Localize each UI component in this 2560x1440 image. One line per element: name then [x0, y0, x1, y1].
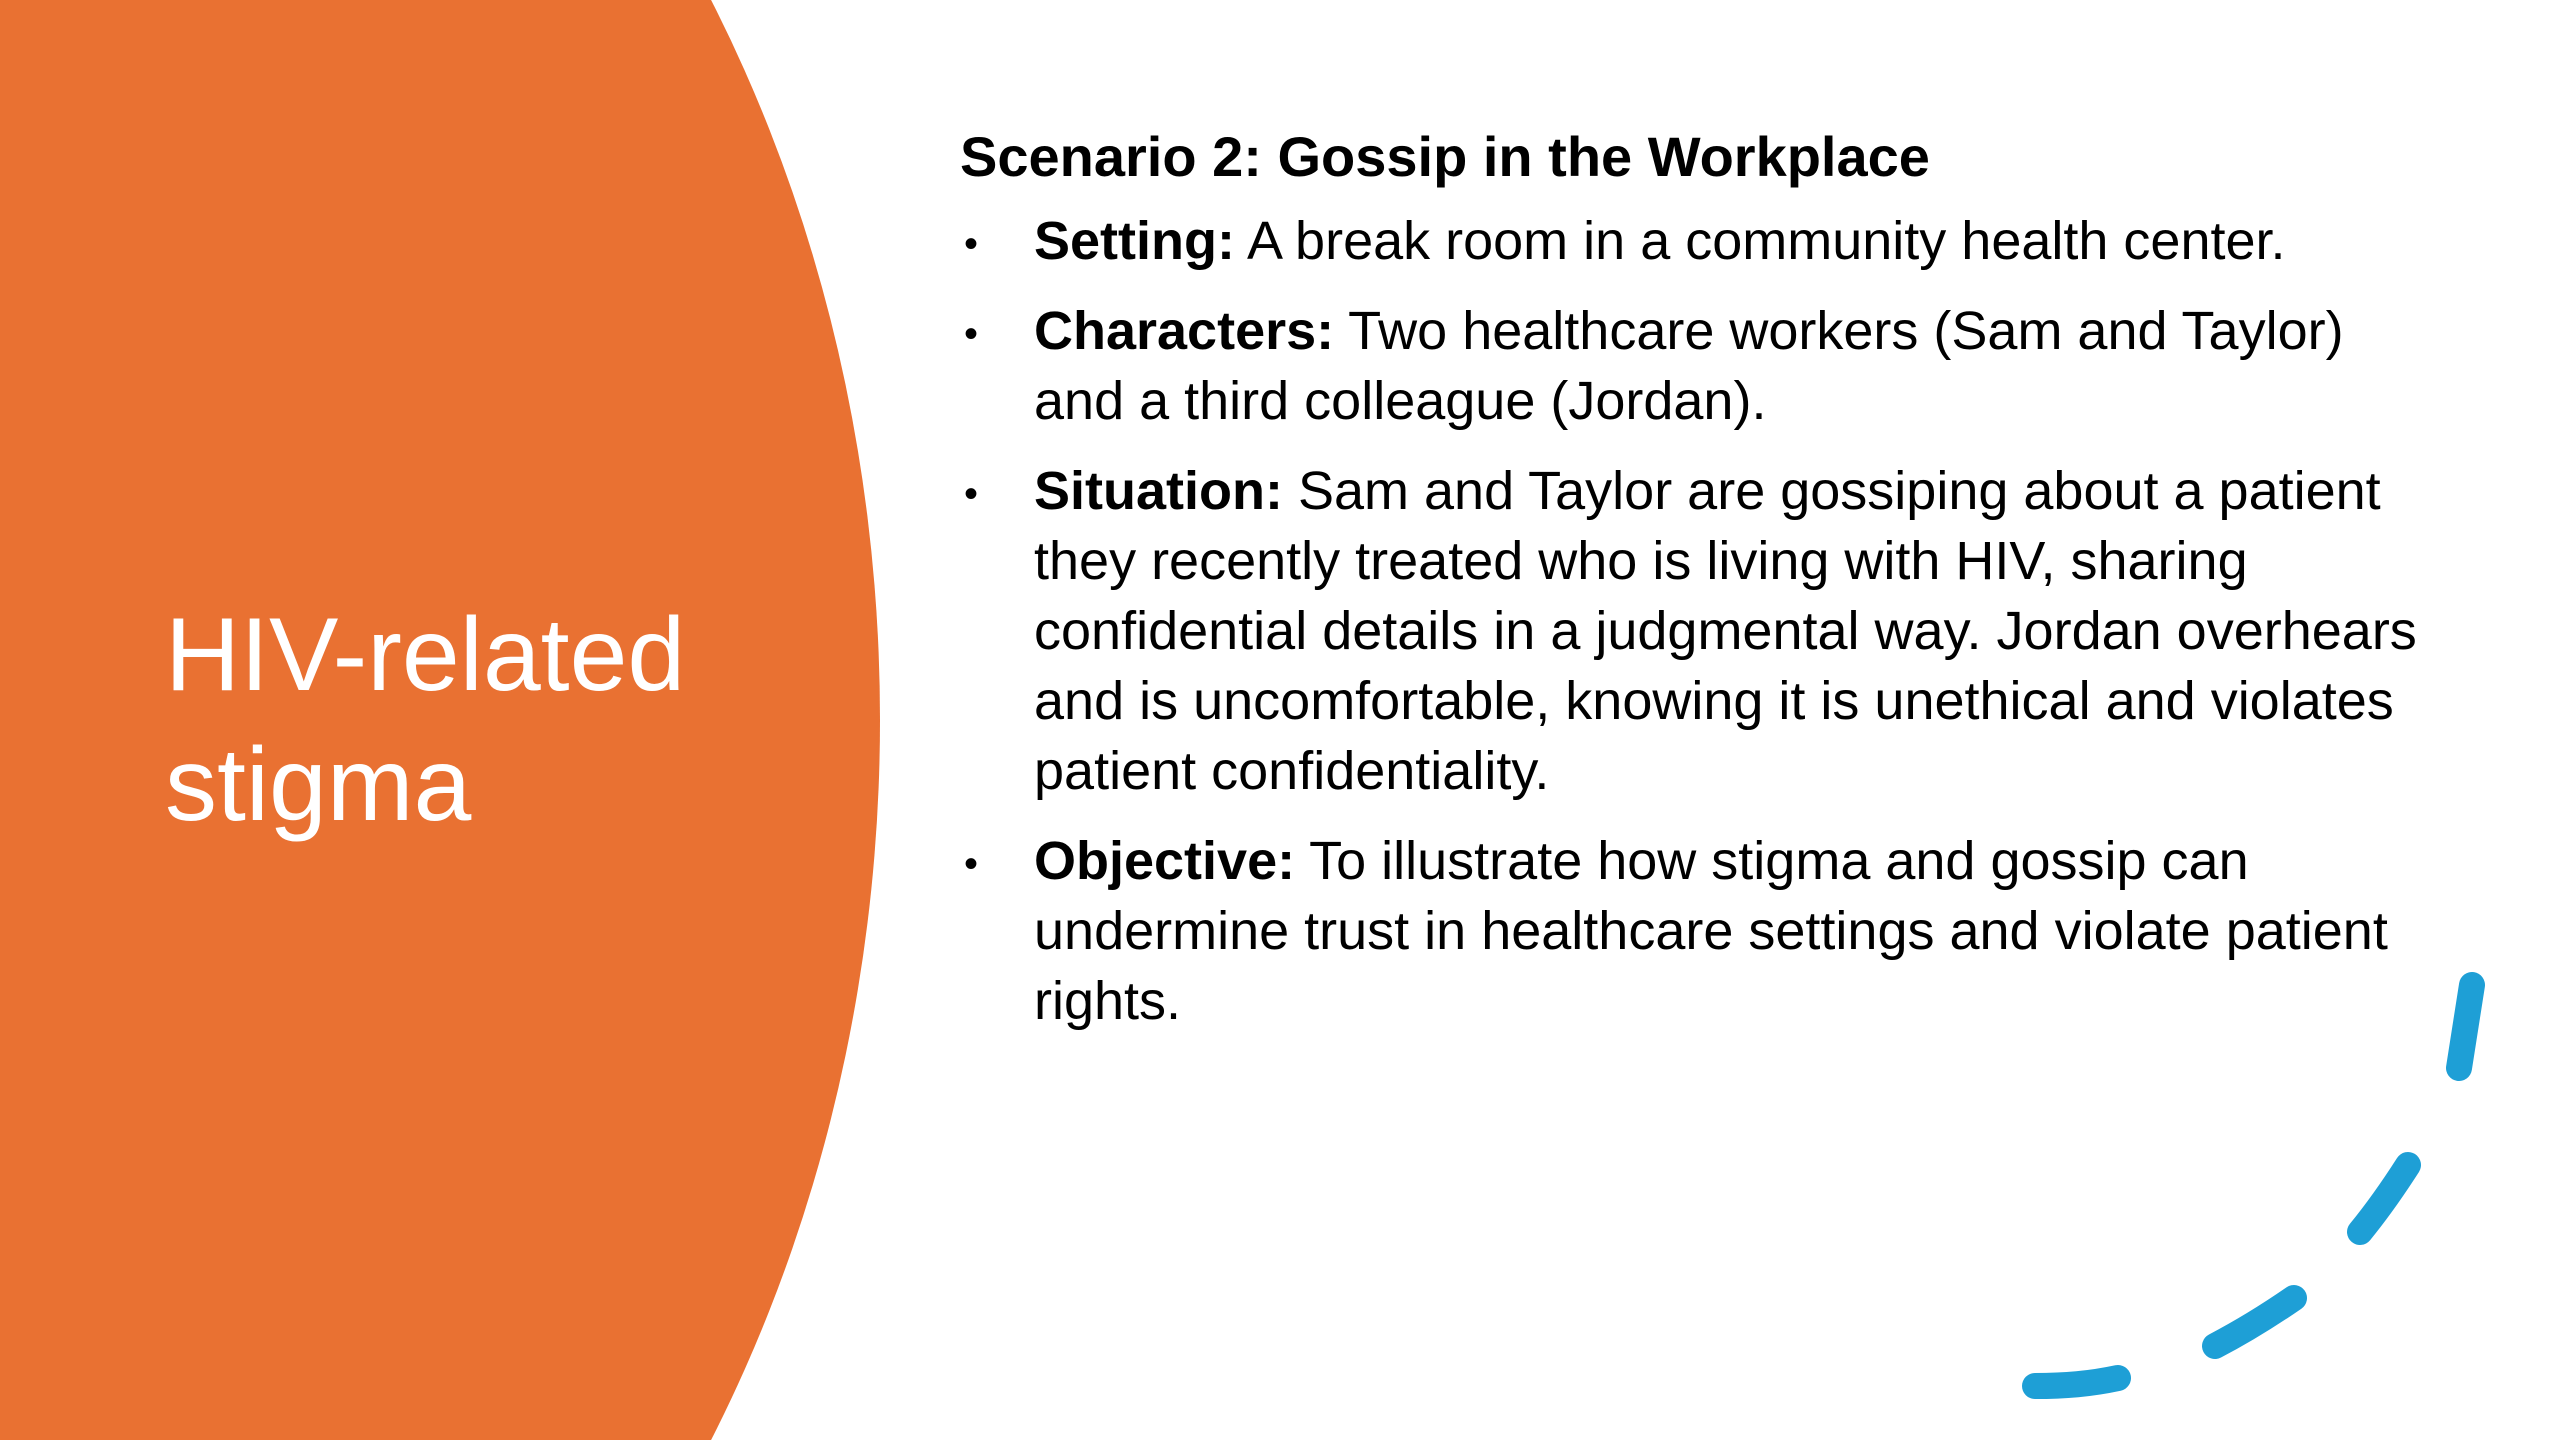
bullet-label: Setting:	[1034, 211, 1235, 271]
bullet-text: Two healthcare workers (Sam and Taylor) and a third colleague (Jordan).	[1034, 301, 2344, 431]
bullet-item-objective	[960, 826, 2420, 1036]
bullet-item-characters	[960, 296, 2420, 436]
bullet-item-setting	[960, 206, 2420, 276]
bullet-marker: •	[964, 842, 979, 886]
arc-dash	[2459, 985, 2472, 1068]
bullet-text: To illustrate how stigma and gossip can undermine trust in healthcare settings and violate patient rights.	[1034, 831, 2388, 1031]
bullet-list	[960, 206, 2420, 1036]
bullet-marker: •	[964, 312, 979, 356]
bullet-marker: •	[964, 222, 979, 266]
scenario-heading: Scenario 2: Gossip in the Workplace	[960, 125, 1930, 188]
arc-dash	[2215, 1298, 2294, 1346]
arc-dash	[2035, 1378, 2118, 1386]
bullet-label: Objective:	[1034, 831, 1296, 891]
bullet-marker: •	[964, 472, 979, 516]
bullet-text: A break room in a community health center.	[1234, 211, 2286, 271]
arc-dash	[2360, 1165, 2408, 1232]
bullet-item-situation	[960, 456, 2420, 806]
slide-title: HIV-related stigma	[165, 597, 686, 843]
bullet-text: Sam and Taylor are gossiping about a patient they recently treated who is living with HIV, sharing confidential details in a judgmental way. Jordan overhears and is uncomfortable, knowing it is unethical and violates patient confidentiality.	[1034, 461, 2417, 801]
bullet-label: Characters:	[1034, 301, 1335, 361]
bullet-label: Situation:	[1034, 461, 1283, 521]
slide-content	[960, 120, 2420, 1056]
